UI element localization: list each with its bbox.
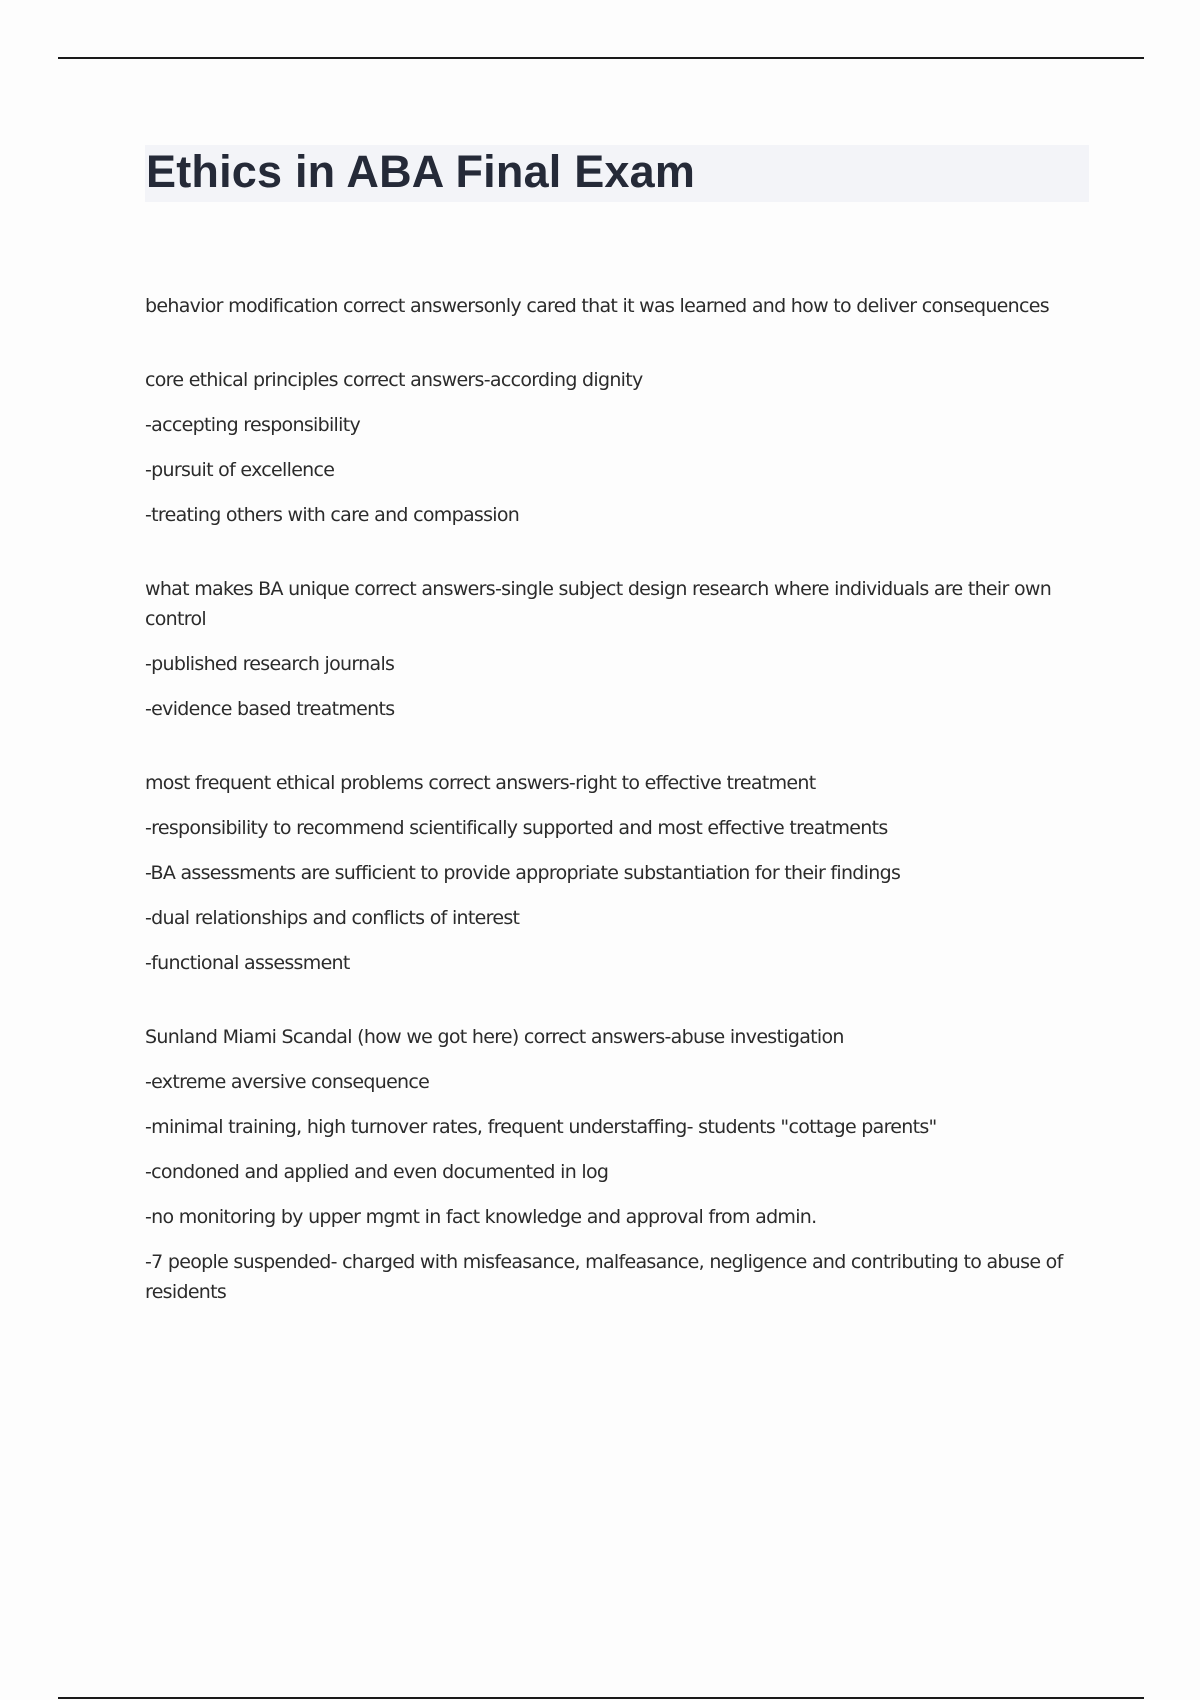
top-rule: [58, 57, 1144, 59]
block-line: -pursuit of excellence: [145, 459, 335, 481]
block-line: -published research journals: [145, 653, 395, 675]
block-line: -treating others with care and compassion: [145, 504, 520, 526]
block-line: -functional assessment: [145, 952, 350, 974]
block-line: behavior modification correct answersonly cared that it was learned and how to deliver consequences: [145, 295, 1049, 317]
block-line: -accepting responsibility: [145, 414, 360, 436]
block-line: -minimal training, high turnover rates, frequent understaffing- students "cottage parents": [145, 1116, 937, 1138]
block-line: -extreme aversive consequence: [145, 1071, 430, 1093]
page-title: Ethics in ABA Final Exam: [146, 146, 696, 197]
qa-block: [145, 574, 1095, 724]
block-line: Sunland Miami Scandal (how we got here) correct answers-abuse investigation: [145, 1026, 844, 1048]
block-line: core ethical principles correct answers-according dignity: [145, 369, 643, 391]
bottom-rule: [58, 1697, 1144, 1699]
document-body: [145, 291, 1095, 1351]
block-line: -no monitoring by upper mgmt in fact knowledge and approval from admin.: [145, 1206, 817, 1228]
block-line: most frequent ethical problems correct answers-right to effective treatment: [145, 772, 816, 794]
block-line: -evidence based treatments: [145, 698, 395, 720]
qa-block: [145, 768, 1095, 978]
block-line: -BA assessments are sufficient to provide appropriate substantiation for their findings: [145, 862, 901, 884]
block-line: -responsibility to recommend scientifically supported and most effective treatments: [145, 817, 888, 839]
qa-block: [145, 1022, 1095, 1307]
block-line: -7 people suspended- charged with misfeasance, malfeasance, negligence and contributing to abuse of residents: [145, 1251, 1063, 1303]
qa-block: [145, 365, 1095, 530]
qa-block: [145, 291, 1095, 321]
block-line: -dual relationships and conflicts of interest: [145, 907, 520, 929]
block-line: what makes BA unique correct answers-single subject design research where individuals are their own control: [145, 578, 1052, 630]
block-line: -condoned and applied and even documented in log: [145, 1161, 609, 1183]
